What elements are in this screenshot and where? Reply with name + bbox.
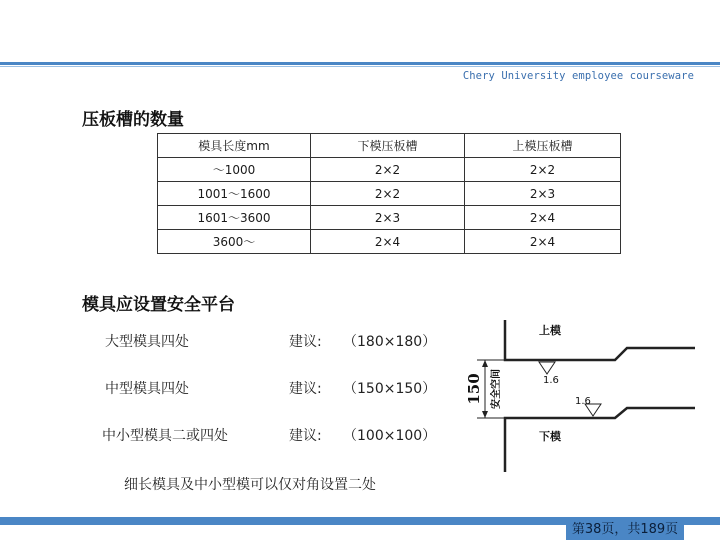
- roughness-value: 1.6: [575, 396, 591, 407]
- lower-die-outline: [505, 408, 695, 472]
- platform-label: 中型模具四处: [105, 381, 189, 397]
- advice-label: 建议:: [289, 381, 322, 397]
- clamp-slot-table: [157, 133, 621, 254]
- header-rule-thin: [0, 66, 720, 67]
- platform-label: 大型模具四处: [105, 334, 189, 350]
- table-header-row: [158, 134, 621, 158]
- advice-label: 建议:: [289, 334, 322, 350]
- roughness-symbol: [539, 362, 555, 374]
- table-cell: ～1000: [158, 158, 311, 182]
- lower-die-label: 下模: [539, 430, 561, 443]
- section-title-safety-platform: 模具应设置安全平台: [82, 295, 235, 315]
- upper-die-label: 上模: [539, 324, 561, 337]
- diagonal-note: 细长模具及中小型模可以仅对角设置二处: [124, 477, 376, 493]
- advice-label: 建议:: [289, 428, 322, 444]
- header-subtitle: Chery University employee courseware: [462, 70, 694, 82]
- table-cell: 2×3: [465, 182, 621, 206]
- safety-space-label: 安全空间: [491, 369, 502, 409]
- roughness-value: 1.6: [543, 375, 559, 386]
- table-row: [158, 230, 621, 254]
- table-cell: 1601～3600: [158, 206, 311, 230]
- table-row: [158, 158, 621, 182]
- platform-size: （100×100）: [343, 428, 437, 444]
- upper-die-outline: [505, 320, 695, 360]
- platform-size: （150×150）: [343, 381, 437, 397]
- dimension-label: 150: [465, 373, 483, 405]
- table-header-cell: 模具长度mm: [158, 134, 311, 158]
- table-cell: 2×2: [311, 158, 465, 182]
- table-cell: 3600～: [158, 230, 311, 254]
- table-cell: 2×4: [465, 230, 621, 254]
- table-cell: 2×2: [311, 182, 465, 206]
- page-indicator: 第38页，共189页: [566, 517, 684, 540]
- safety-space-diagram: [455, 300, 695, 490]
- header-rule: [0, 62, 720, 65]
- table-cell: 2×4: [311, 230, 465, 254]
- section-title-clamp-slots: 压板槽的数量: [82, 110, 184, 130]
- table-cell: 2×2: [465, 158, 621, 182]
- platform-label: 中小型模具二或四处: [102, 428, 228, 444]
- platform-size: （180×180）: [343, 334, 437, 350]
- table-row: [158, 206, 621, 230]
- table-cell: 2×4: [465, 206, 621, 230]
- table-header-cell: 下模压板槽: [311, 134, 465, 158]
- table-row: [158, 182, 621, 206]
- table-cell: 1001～1600: [158, 182, 311, 206]
- table-cell: 2×3: [311, 206, 465, 230]
- table-header-cell: 上模压板槽: [465, 134, 621, 158]
